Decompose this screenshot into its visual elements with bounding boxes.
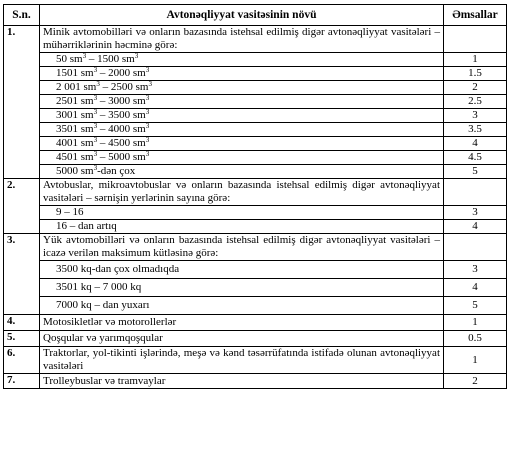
coefficient-value: 5	[444, 297, 507, 315]
range-label: 2 001 $sm^3 - 2500$ $sm^3$	[40, 81, 444, 95]
table-row	[4, 137, 507, 151]
table-row	[4, 347, 507, 374]
table-header-row	[4, 5, 507, 26]
table-row	[4, 374, 507, 389]
coefficient-value: 4	[444, 220, 507, 234]
table-row	[4, 123, 507, 137]
range-label: 16 – dan artıq	[40, 220, 444, 234]
range-label: 3001 $sm^3 - 3500$ $sm^3$	[40, 109, 444, 123]
row-number: 2.	[4, 179, 40, 234]
vehicle-type-label: Qoşqular və yarımqoşqular	[40, 331, 444, 347]
range-label: 1501 $sm^3 - 2000$ $sm^3$	[40, 67, 444, 81]
empty-cell	[444, 234, 507, 261]
table-row	[4, 67, 507, 81]
range-label: 2501 $sm^3 - 3000$ $sm^3$	[40, 95, 444, 109]
coefficient-value: 1.5	[444, 67, 507, 81]
row-number: 5.	[4, 331, 40, 347]
coefficient-value: 2	[444, 81, 507, 95]
row-number: 3.	[4, 234, 40, 315]
vehicle-type-label: Trolleybuslar və tramvaylar	[40, 374, 444, 389]
vehicle-type-label: Motosikletlər və motorollerlər	[40, 315, 444, 331]
table-row	[4, 315, 507, 331]
row-number: 7.	[4, 374, 40, 389]
coefficient-value: 2.5	[444, 95, 507, 109]
coefficient-value: 5	[444, 165, 507, 179]
coefficient-value: 0.5	[444, 331, 507, 347]
table-row	[4, 297, 507, 315]
table-row	[4, 234, 507, 261]
table-row	[4, 26, 507, 53]
header-vehicle-type: Avtonəqliyyat vasitəsinin növü	[40, 5, 444, 26]
table-row	[4, 179, 507, 206]
header-coefficients: Əmsallar	[444, 5, 507, 26]
coefficient-value: 3	[444, 109, 507, 123]
coefficient-value: 4	[444, 279, 507, 297]
range-label: 50 $sm^3 - 1500$ $sm^3$	[40, 53, 444, 67]
coefficient-table	[3, 4, 507, 389]
range-label: 4501 $sm^3 - 5000$ $sm^3$	[40, 151, 444, 165]
coefficient-value: 3.5	[444, 123, 507, 137]
coefficient-value: 3	[444, 261, 507, 279]
empty-cell	[444, 26, 507, 53]
group-description: Avtobuslar, mikroavtobuslar və onların bazasında istehsal edilmiş digər avtonəqliyyat vasitələri – sərnişin yerlərinin sayına görə:	[40, 179, 444, 206]
coefficient-value: 4.5	[444, 151, 507, 165]
table-row	[4, 151, 507, 165]
table-row	[4, 53, 507, 67]
coefficient-value: 1	[444, 347, 507, 374]
table-row	[4, 165, 507, 179]
table-row	[4, 279, 507, 297]
table-row	[4, 95, 507, 109]
range-label: 3501 $sm^3 - 4000$ $sm^3$	[40, 123, 444, 137]
table-row	[4, 81, 507, 95]
coefficient-value: 1	[444, 53, 507, 67]
range-label: 3501 kq – 7 000 kq	[40, 279, 444, 297]
table-row	[4, 261, 507, 279]
group-description: Minik avtomobilləri və onların bazasında istehsal edilmiş digər avtonəqliyyat vasitələri – mühərriklərinin həcminə görə:	[40, 26, 444, 53]
empty-cell	[444, 179, 507, 206]
coefficient-value: 2	[444, 374, 507, 389]
table-row	[4, 109, 507, 123]
header-sn: S.n.	[4, 5, 40, 26]
coefficient-value: 1	[444, 315, 507, 331]
range-label: 7000 kq – dan yuxarı	[40, 297, 444, 315]
range-label: 4001 $sm^3 - 4500$ $sm^3$	[40, 137, 444, 151]
range-label: 9 – 16	[40, 206, 444, 220]
vehicle-type-label: Traktorlar, yol-tikinti işlərində, meşə və kənd təsərrüfatında istifadə olunan avtonəqliyyat vasitələri	[40, 347, 444, 374]
coefficient-value: 3	[444, 206, 507, 220]
range-label: 3500 kq-dan çox olmadıqda	[40, 261, 444, 279]
table-row	[4, 220, 507, 234]
row-number: 4.	[4, 315, 40, 331]
document-page	[3, 4, 506, 389]
range-label: 5000 $sm^3$-dən çox	[40, 165, 444, 179]
row-number: 1.	[4, 26, 40, 179]
coefficient-value: 4	[444, 137, 507, 151]
row-number: 6.	[4, 347, 40, 374]
group-description: Yük avtomobilləri və onların bazasında istehsal edilmiş digər avtonəqliyyat vasitələri – icazə verilən maksimum kütləsinə görə:	[40, 234, 444, 261]
table-row	[4, 331, 507, 347]
table-row	[4, 206, 507, 220]
